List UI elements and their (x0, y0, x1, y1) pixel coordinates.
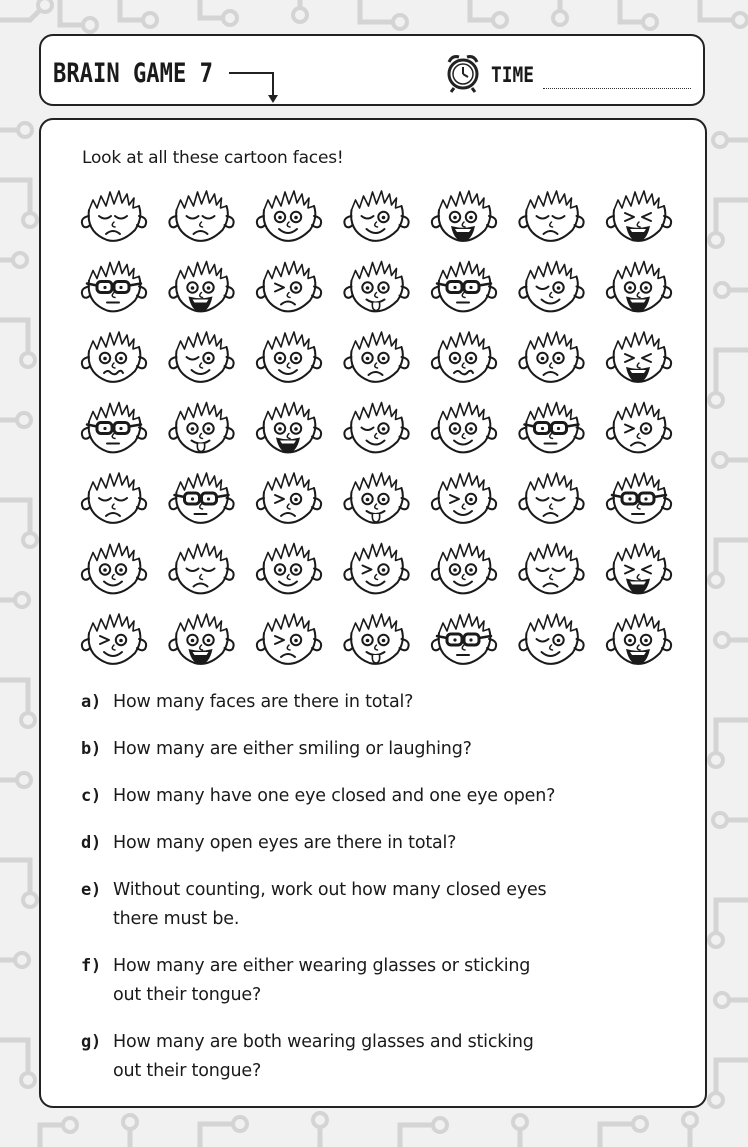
cartoon-face (169, 614, 233, 664)
cartoon-face (432, 614, 496, 664)
circuit-node (13, 253, 27, 267)
cartoon-face (432, 332, 496, 382)
circuit-node (21, 353, 35, 367)
question-letter: f) (81, 956, 102, 976)
question-text: How many faces are there in total? (113, 692, 414, 712)
circuit-node (713, 813, 727, 827)
circuit-node (683, 1113, 697, 1127)
cartoon-face (169, 403, 233, 453)
circuit-node (17, 773, 31, 787)
question-text: How many are both wearing glasses and sticking out their tongue? (113, 1032, 534, 1081)
question-letter: g) (81, 1032, 102, 1052)
circuit-node (123, 1115, 137, 1129)
cartoon-face (169, 191, 233, 241)
circuit-node (21, 713, 35, 727)
cartoon-face (519, 191, 583, 241)
cartoon-face (169, 262, 233, 312)
cartoon-face (257, 473, 321, 523)
question-letter: e) (81, 880, 102, 900)
question-text: Without counting, work out how many closed eyes there must be. (113, 880, 547, 929)
circuit-node (83, 18, 97, 32)
circuit-node (223, 11, 237, 25)
circuit-node (15, 593, 29, 607)
circuit-node (143, 13, 157, 27)
cartoon-face (82, 403, 146, 453)
cartoon-face (519, 403, 583, 453)
cartoon-face (257, 262, 321, 312)
circuit-node (733, 13, 747, 27)
circuit-node (433, 1118, 447, 1132)
question-letter: c) (81, 786, 102, 806)
puzzle-panel (39, 118, 707, 1108)
cartoon-face (169, 332, 233, 382)
cartoon-face (432, 473, 496, 523)
circuit-node (715, 993, 729, 1007)
time-entry-line[interactable] (543, 88, 691, 89)
circuit-node (553, 11, 567, 25)
circuit-node (38, 0, 52, 12)
circuit-node (493, 13, 507, 27)
circuit-node (393, 15, 407, 29)
cartoon-face (519, 262, 583, 312)
cartoon-face (82, 614, 146, 664)
cartoon-face (519, 473, 583, 523)
cartoon-face (432, 262, 496, 312)
cartoon-face (82, 332, 146, 382)
circuit-node (709, 753, 723, 767)
cartoon-face (344, 403, 408, 453)
intro-text: Look at all these cartoon faces! (82, 148, 344, 168)
circuit-node (15, 953, 29, 967)
circuit-node (513, 1115, 527, 1129)
cartoon-face (519, 332, 583, 382)
cartoon-face (82, 262, 146, 312)
cartoon-face (607, 332, 671, 382)
cartoon-face (607, 403, 671, 453)
cartoon-face (607, 614, 671, 664)
faces-grid (77, 186, 677, 670)
circuit-node (713, 453, 727, 467)
cartoon-face (607, 262, 671, 312)
question-letter: d) (81, 833, 102, 853)
circuit-node (23, 893, 37, 907)
circuit-node (709, 573, 723, 587)
cartoon-face (344, 544, 408, 594)
cartoon-face (344, 614, 408, 664)
cartoon-face (607, 191, 671, 241)
circuit-node (18, 123, 32, 137)
alarm-clock-icon (441, 50, 485, 94)
cartoon-face (519, 544, 583, 594)
circuit-node (643, 15, 657, 29)
cartoon-face (257, 544, 321, 594)
circuit-node (17, 413, 31, 427)
cartoon-face (82, 473, 146, 523)
circuit-node (713, 133, 727, 147)
question-text: How many are either smiling or laughing? (113, 739, 472, 759)
cartoon-face (432, 403, 496, 453)
cartoon-face (607, 544, 671, 594)
time-label: TIME (491, 63, 534, 87)
cartoon-face (344, 473, 408, 523)
cartoon-face (344, 191, 408, 241)
cartoon-face (607, 473, 671, 523)
cartoon-face (432, 544, 496, 594)
arrow-icon (227, 64, 283, 106)
cartoon-face (344, 262, 408, 312)
circuit-node (23, 213, 37, 227)
circuit-node (293, 8, 307, 22)
cartoon-face (519, 614, 583, 664)
circuit-node (313, 1113, 327, 1127)
circuit-node (63, 1118, 77, 1132)
header-panel (39, 34, 705, 106)
cartoon-face (257, 403, 321, 453)
circuit-node (21, 1073, 35, 1087)
cartoon-face (257, 614, 321, 664)
circuit-node (23, 533, 37, 547)
circuit-node (633, 1117, 647, 1131)
cartoon-face (82, 544, 146, 594)
circuit-node (233, 1117, 247, 1131)
circuit-node (709, 233, 723, 247)
circuit-node (709, 393, 723, 407)
cartoon-face (257, 191, 321, 241)
cartoon-face (82, 191, 146, 241)
cartoon-face (344, 332, 408, 382)
cartoon-face (257, 332, 321, 382)
question-letter: b) (81, 739, 102, 759)
circuit-node (709, 933, 723, 947)
circuit-node (715, 633, 729, 647)
cartoon-face (432, 191, 496, 241)
question-text: How many open eyes are there in total? (113, 833, 457, 853)
question-text: How many have one eye closed and one eye open? (113, 786, 556, 806)
circuit-node (715, 283, 729, 297)
cartoon-face (169, 473, 233, 523)
cartoon-face (169, 544, 233, 594)
game-title: BRAIN GAME 7 (53, 58, 213, 89)
circuit-node (709, 1093, 723, 1107)
question-text: How many are either wearing glasses or sticking out their tongue? (113, 956, 531, 1005)
question-letter: a) (81, 692, 102, 712)
